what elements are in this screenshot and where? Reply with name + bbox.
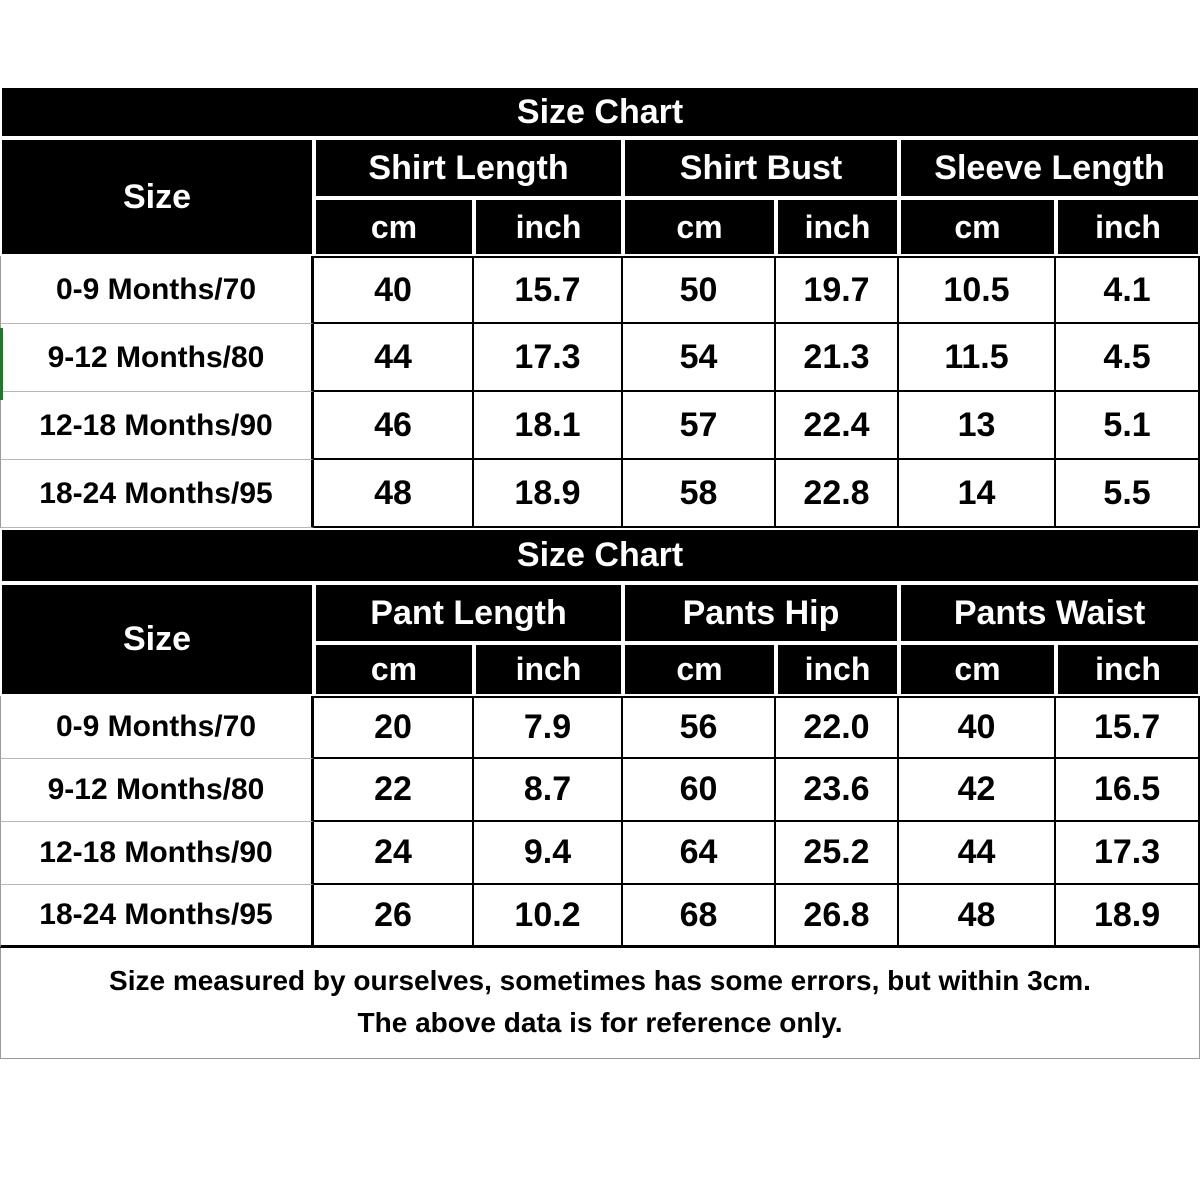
row-label: 0-9 Months/70 — [0, 256, 314, 324]
value-cell: 8.7 — [474, 759, 623, 822]
column-header-sleeve-length: Sleeve Length — [899, 138, 1200, 198]
table-title: Size Chart — [0, 528, 1200, 583]
value-cell: 16.5 — [1056, 759, 1200, 822]
value-cell: 14 — [899, 460, 1056, 528]
row-label: 12-18 Months/90 — [0, 392, 314, 460]
table-row — [0, 460, 1200, 528]
unit-header-cm: cm — [899, 198, 1056, 256]
value-cell: 18.9 — [1056, 885, 1200, 948]
row-label: 18-24 Months/95 — [0, 460, 314, 528]
row-label: 9-12 Months/80 — [0, 324, 314, 392]
table-row — [0, 822, 1200, 885]
value-cell: 44 — [314, 324, 474, 392]
unit-header-inch: inch — [474, 198, 623, 256]
unit-header-inch: inch — [776, 198, 899, 256]
value-cell: 10.2 — [474, 885, 623, 948]
value-cell: 26.8 — [776, 885, 899, 948]
value-cell: 4.5 — [1056, 324, 1200, 392]
value-cell: 17.3 — [474, 324, 623, 392]
value-cell: 15.7 — [1056, 696, 1200, 759]
column-header-shirt-bust: Shirt Bust — [623, 138, 899, 198]
value-cell: 64 — [623, 822, 776, 885]
value-cell: 18.1 — [474, 392, 623, 460]
value-cell: 26 — [314, 885, 474, 948]
value-cell: 54 — [623, 324, 776, 392]
value-cell: 10.5 — [899, 256, 1056, 324]
value-cell: 11.5 — [899, 324, 1056, 392]
chart-stack — [0, 86, 1200, 1059]
value-cell: 24 — [314, 822, 474, 885]
value-cell: 20 — [314, 696, 474, 759]
value-cell: 22.0 — [776, 696, 899, 759]
unit-header-cm: cm — [623, 198, 776, 256]
unit-header-cm: cm — [623, 643, 776, 696]
disclaimer-line-2: The above data is for reference only. — [357, 1007, 843, 1038]
table-row — [0, 256, 1200, 324]
value-cell: 58 — [623, 460, 776, 528]
value-cell: 9.4 — [474, 822, 623, 885]
table-title: Size Chart — [0, 86, 1200, 138]
value-cell: 46 — [314, 392, 474, 460]
value-cell: 25.2 — [776, 822, 899, 885]
value-cell: 40 — [314, 256, 474, 324]
row-label: 12-18 Months/90 — [0, 822, 314, 885]
value-cell: 48 — [899, 885, 1056, 948]
value-cell: 18.9 — [474, 460, 623, 528]
table-row — [0, 324, 1200, 392]
unit-header-cm: cm — [314, 198, 474, 256]
row-label: 9-12 Months/80 — [0, 759, 314, 822]
column-header-pant-length: Pant Length — [314, 583, 623, 643]
table-row — [0, 696, 1200, 759]
column-header-size: Size — [0, 138, 314, 256]
disclaimer — [0, 948, 1200, 1059]
column-header-pants-waist: Pants Waist — [899, 583, 1200, 643]
value-cell: 23.6 — [776, 759, 899, 822]
table-row — [0, 885, 1200, 948]
unit-header-inch: inch — [1056, 643, 1200, 696]
value-cell: 19.7 — [776, 256, 899, 324]
column-header-pants-hip: Pants Hip — [623, 583, 899, 643]
value-cell: 40 — [899, 696, 1056, 759]
column-header-size: Size — [0, 583, 314, 696]
value-cell: 57 — [623, 392, 776, 460]
value-cell: 7.9 — [474, 696, 623, 759]
disclaimer-line-1: Size measured by ourselves, sometimes has some errors, but within 3cm. — [109, 965, 1091, 996]
table-row — [0, 392, 1200, 460]
value-cell: 50 — [623, 256, 776, 324]
unit-header-inch: inch — [776, 643, 899, 696]
unit-header-inch: inch — [1056, 198, 1200, 256]
value-cell: 5.5 — [1056, 460, 1200, 528]
value-cell: 60 — [623, 759, 776, 822]
table-row — [0, 759, 1200, 822]
shirt-size-table — [0, 86, 1200, 528]
value-cell: 68 — [623, 885, 776, 948]
value-cell: 5.1 — [1056, 392, 1200, 460]
pants-size-table — [0, 528, 1200, 948]
value-cell: 22 — [314, 759, 474, 822]
value-cell: 13 — [899, 392, 1056, 460]
value-cell: 21.3 — [776, 324, 899, 392]
row-label: 0-9 Months/70 — [0, 696, 314, 759]
value-cell: 42 — [899, 759, 1056, 822]
unit-header-cm: cm — [899, 643, 1056, 696]
column-header-shirt-length: Shirt Length — [314, 138, 623, 198]
value-cell: 4.1 — [1056, 256, 1200, 324]
value-cell: 48 — [314, 460, 474, 528]
value-cell: 17.3 — [1056, 822, 1200, 885]
unit-header-inch: inch — [474, 643, 623, 696]
value-cell: 22.4 — [776, 392, 899, 460]
unit-header-cm: cm — [314, 643, 474, 696]
value-cell: 22.8 — [776, 460, 899, 528]
value-cell: 15.7 — [474, 256, 623, 324]
value-cell: 56 — [623, 696, 776, 759]
row-label: 18-24 Months/95 — [0, 885, 314, 948]
row-highlight-green-edge — [0, 328, 3, 400]
value-cell: 44 — [899, 822, 1056, 885]
